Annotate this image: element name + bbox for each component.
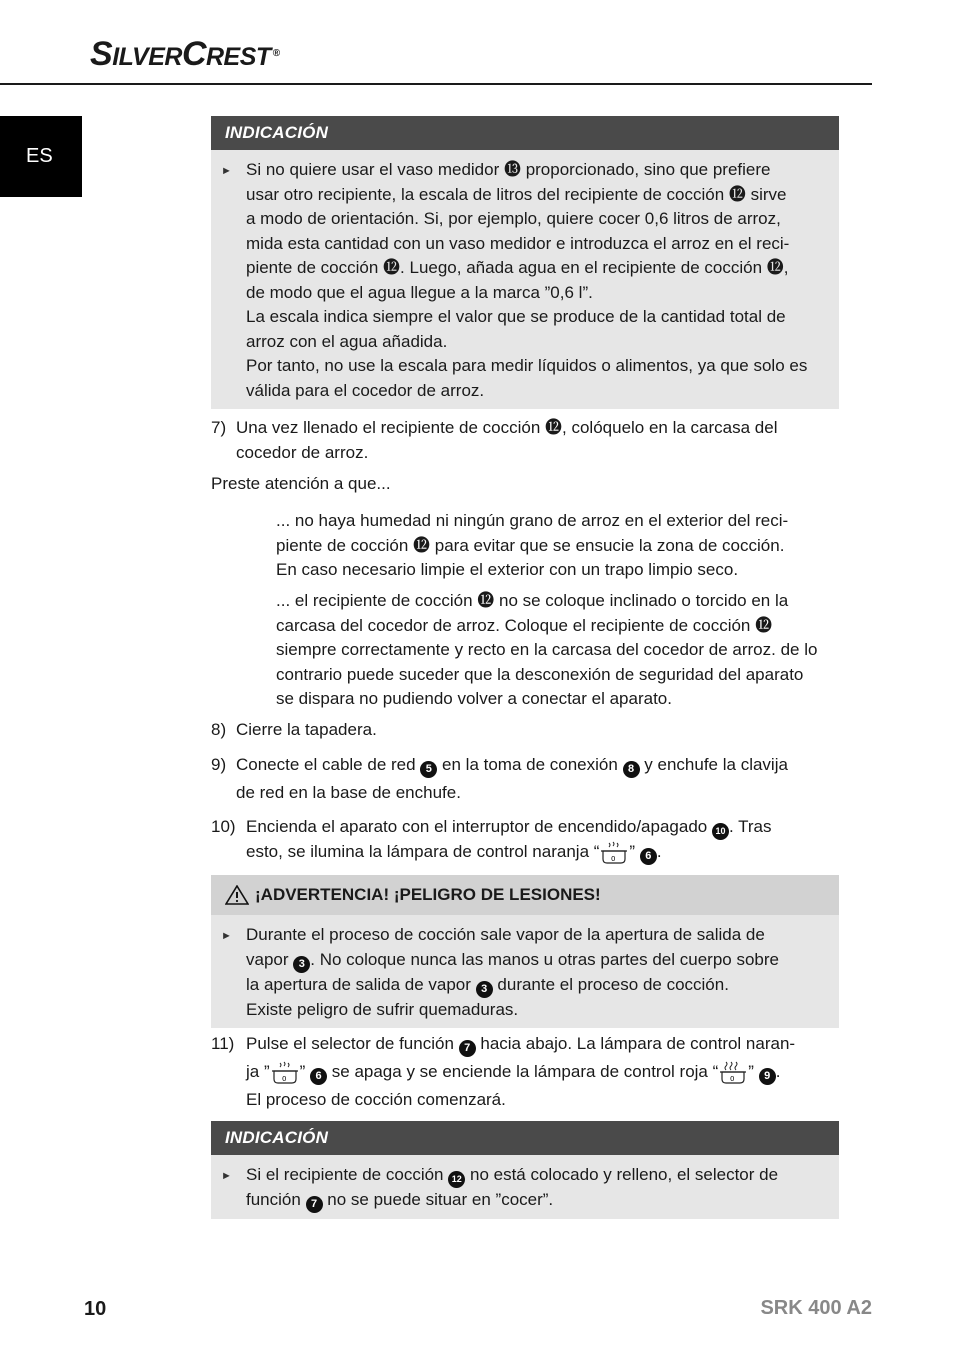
ref-number: 12 <box>448 1171 465 1188</box>
ref-number: 6 <box>640 848 657 865</box>
note-line: Por tanto, no use la escala para medir líquidos o alimentos, ya que solo es <box>246 356 808 375</box>
ref-number: 3 <box>293 956 310 973</box>
language-tab: ES <box>0 116 82 197</box>
note-title: INDICACIÓN <box>211 116 839 150</box>
attention-text: Preste atención a que... <box>211 474 391 493</box>
condition-2: ... el recipiente de cocción ⓬ no se coloque inclinado o torcido en la carcasa del cocedor de arroz. Coloque el recipiente de cocción ⓬ siempre correctamente y recto en la carcasa del cocedor de arroz. de lo contrario puede suceder que la desconexión de seguridad del aparato se dispara no pudiendo volver a conectar el aparato. <box>276 591 818 708</box>
ref-number: 7 <box>459 1040 476 1057</box>
note-line: de modo que el agua llegue a la marca ”0,6 l”. <box>246 282 593 302</box>
header-rule <box>0 83 872 85</box>
note-line: mida esta cantidad con un vaso medidor e introduzca el arroz en el reci- <box>246 233 790 253</box>
svg-text:0: 0 <box>730 1075 735 1083</box>
keep-warm-pot-icon <box>270 1061 300 1085</box>
svg-text:0: 0 <box>281 1075 287 1083</box>
ref-number: 8 <box>623 761 640 778</box>
model-number: SRK 400 A2 <box>760 1297 872 1319</box>
step-7: 7) Una vez llenado el recipiente de cocción ⓬, colóquelo en la carcasa del cocedor de arroz. <box>211 418 778 462</box>
warning-triangle-icon <box>225 885 249 905</box>
ref-number: 10 <box>712 823 729 840</box>
note-line: válida para el cocedor de arroz. <box>246 380 485 400</box>
note-line: Si no quiere usar el vaso medidor ⓭ proporcionado, sino que prefiere <box>246 160 771 179</box>
bullet-arrow-icon: ► <box>221 1170 232 1182</box>
cooking-pot-icon <box>718 1061 748 1085</box>
note-title: INDICACIÓN <box>211 1121 839 1155</box>
svg-text:0: 0 <box>611 855 616 863</box>
bullet-arrow-icon: ► <box>221 930 232 942</box>
note-line: La escala indica siempre el valor que se produce de la cantidad total de <box>246 307 786 326</box>
ref-number: 6 <box>310 1068 327 1085</box>
note-box-1 <box>211 116 839 409</box>
note-line: usar otro recipiente, la escala de litros del recipiente de cocción ⓬ sirve <box>246 184 787 204</box>
ref-number: 9 <box>759 1068 776 1085</box>
step-9: 9) Conecte el cable de red 5 en la toma de conexión 8 y enchufe la clavija de red en la base de enchufe. <box>211 755 788 802</box>
warning-title: ¡ADVERTENCIA! ¡PELIGRO DE LESIONES! <box>255 885 601 904</box>
brand-logo: SILVERCREST ® <box>90 35 280 73</box>
ref-number: 7 <box>306 1196 323 1213</box>
keep-warm-pot-icon <box>599 841 629 865</box>
page-number: 10 <box>84 1298 107 1320</box>
ref-number: 3 <box>476 981 493 998</box>
note-box-2: INDICACIÓN ► Si el recipiente de cocción 12 no está colocado y relleno, el selector de función 7 no se puede situar en ”cocer”. <box>211 1121 839 1219</box>
note-line: piente de cocción ⓬. Luego, añada agua en el recipiente de cocción ⓬, <box>246 258 789 277</box>
step-10: 10) Encienda el aparato con el interruptor de encendido/apagado 10 . Tras esto, se ilumina la lámpara de control naranja “ 0 ” 6 . <box>211 817 772 863</box>
warning-box: ¡ADVERTENCIA! ¡PELIGRO DE LESIONES! ► Durante el proceso de cocción sale vapor de la apertura de salida de vapor 3 . No coloque nunca las manos u otras partes del cuerpo sobre la apertura de salida de vapor 3 durante el proceso de cocción. Existe peligro de sufrir quemaduras. <box>211 875 839 1028</box>
bullet-arrow-icon: ► <box>221 165 232 177</box>
note-line: a modo de orientación. Si, por ejemplo, quiere cocer 0,6 litros de arroz, <box>246 209 781 228</box>
note-line: arroz con el agua añadida. <box>246 331 448 351</box>
step-8: 8) Cierre la tapadera. <box>211 720 377 739</box>
step-11: 11) Pulse el selector de función 7 hacia abajo. La lámpara de control naran- ja ” 0 ” 6 se apaga y se enciende la lámpara de control roja “ 0 ” 9 . El proceso de cocción comenzará. <box>211 1034 796 1109</box>
condition-1: ... no haya humedad ni ningún grano de arroz en el exterior del reci- piente de cocción ⓬ para evitar que se ensucie la zona de cocción. En caso necesario limpie el exterior con un trapo limpio seco. <box>276 511 789 579</box>
ref-number: 5 <box>420 761 437 778</box>
